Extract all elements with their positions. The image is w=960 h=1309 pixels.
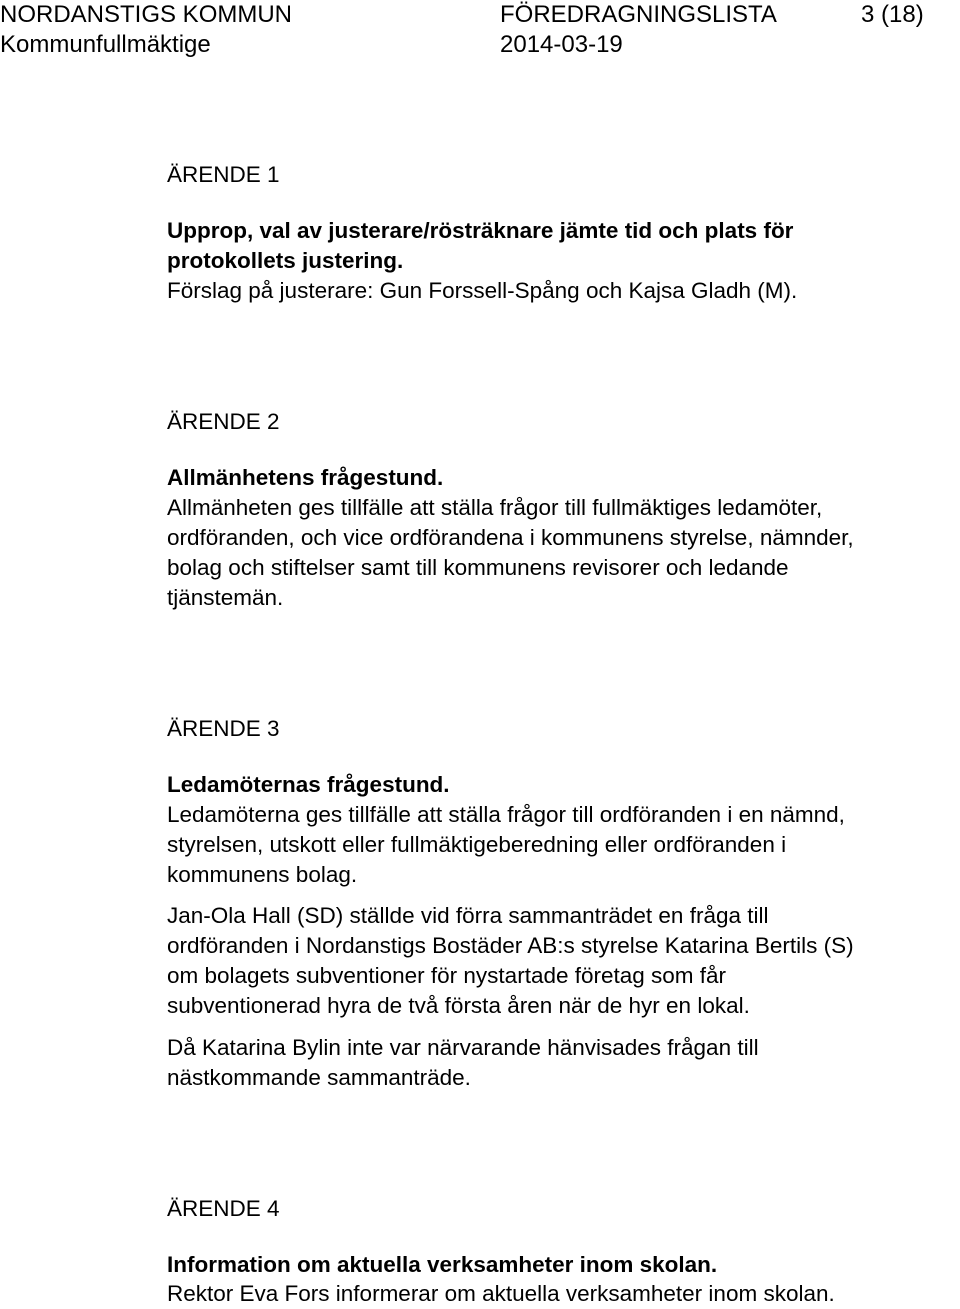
item-4-title — [167, 1250, 717, 1280]
header-date: 2014-03-19 — [500, 31, 623, 58]
header-doc-type: FÖREDRAGNINGSLISTA — [500, 1, 777, 28]
item-2-title-line: Allmänhetens frågestund. — [167, 465, 444, 490]
item-3-text-line: styrelsen, utskott eller fullmäktigeberedning eller ordföranden i — [167, 832, 787, 857]
item-2-text-line: Allmänheten ges tillfälle att ställa frågor till fullmäktiges ledamöter, — [167, 495, 823, 520]
item-3-para3-line: Då Katarina Bylin inte var närvarande hänvisades frågan till — [167, 1035, 759, 1060]
item-3-title-line: Ledamöternas frågestund. — [167, 772, 450, 797]
item-2-heading: ÄRENDE 2 — [167, 409, 280, 434]
item-2-text-line: ordföranden, och vice ordförandena i kommunens styrelse, nämnder, — [167, 525, 854, 550]
item-2-text-line: bolag och stiftelser samt till kommunens revisorer och ledande — [167, 555, 789, 580]
item-3-para2-line: om bolagets subventioner för nystartade företag som får — [167, 963, 727, 988]
item-3-para2-line: subventionerad hyra de två första åren när de hyr en lokal. — [167, 993, 750, 1018]
header-body: Kommunfullmäktige — [0, 31, 211, 58]
item-1-text-line: Förslag på justerare: Gun Forssell-Spång och Kajsa Gladh (M). — [167, 278, 798, 303]
item-2-text-line: tjänstemän. — [167, 585, 284, 610]
item-3-text-line: Ledamöterna ges tillfälle att ställa frågor till ordföranden i en nämnd, — [167, 802, 845, 827]
item-3-para3-line: nästkommande sammanträde. — [167, 1065, 471, 1090]
item-4-text — [167, 1279, 835, 1309]
header-page-number: 3 (18) — [861, 1, 924, 28]
item-2-title — [167, 463, 443, 493]
item-3-text — [167, 800, 845, 890]
header-municipality: NORDANSTIGS KOMMUN — [0, 1, 293, 28]
item-1-title — [167, 216, 793, 276]
item-4-title-line: Information om aktuella verksamheter inom skolan. — [167, 1252, 718, 1277]
item-3-para2-line: ordföranden i Nordanstigs Bostäder AB:s styrelse Katarina Bertils (S) — [167, 933, 854, 958]
item-1-title-line: Upprop, val av justerare/rösträknare jämte tid och plats för — [167, 218, 794, 243]
item-2-text — [167, 493, 854, 613]
item-3-para2-line: Jan-Ola Hall (SD) ställde vid förra sammanträdet en fråga till — [167, 903, 769, 928]
item-4-heading: ÄRENDE 4 — [167, 1196, 280, 1221]
item-1-title-line: protokollets justering. — [167, 248, 404, 273]
item-3-paragraph-3 — [167, 1033, 759, 1093]
item-4-text-line: Rektor Eva Fors informerar om aktuella verksamheter inom skolan. — [167, 1281, 835, 1306]
item-3-text-line: kommunens bolag. — [167, 862, 358, 887]
item-1-heading: ÄRENDE 1 — [167, 162, 280, 187]
item-3-title — [167, 770, 450, 800]
item-3-heading: ÄRENDE 3 — [167, 716, 280, 741]
item-3-paragraph-2 — [167, 901, 854, 1021]
item-1-text — [167, 276, 797, 306]
